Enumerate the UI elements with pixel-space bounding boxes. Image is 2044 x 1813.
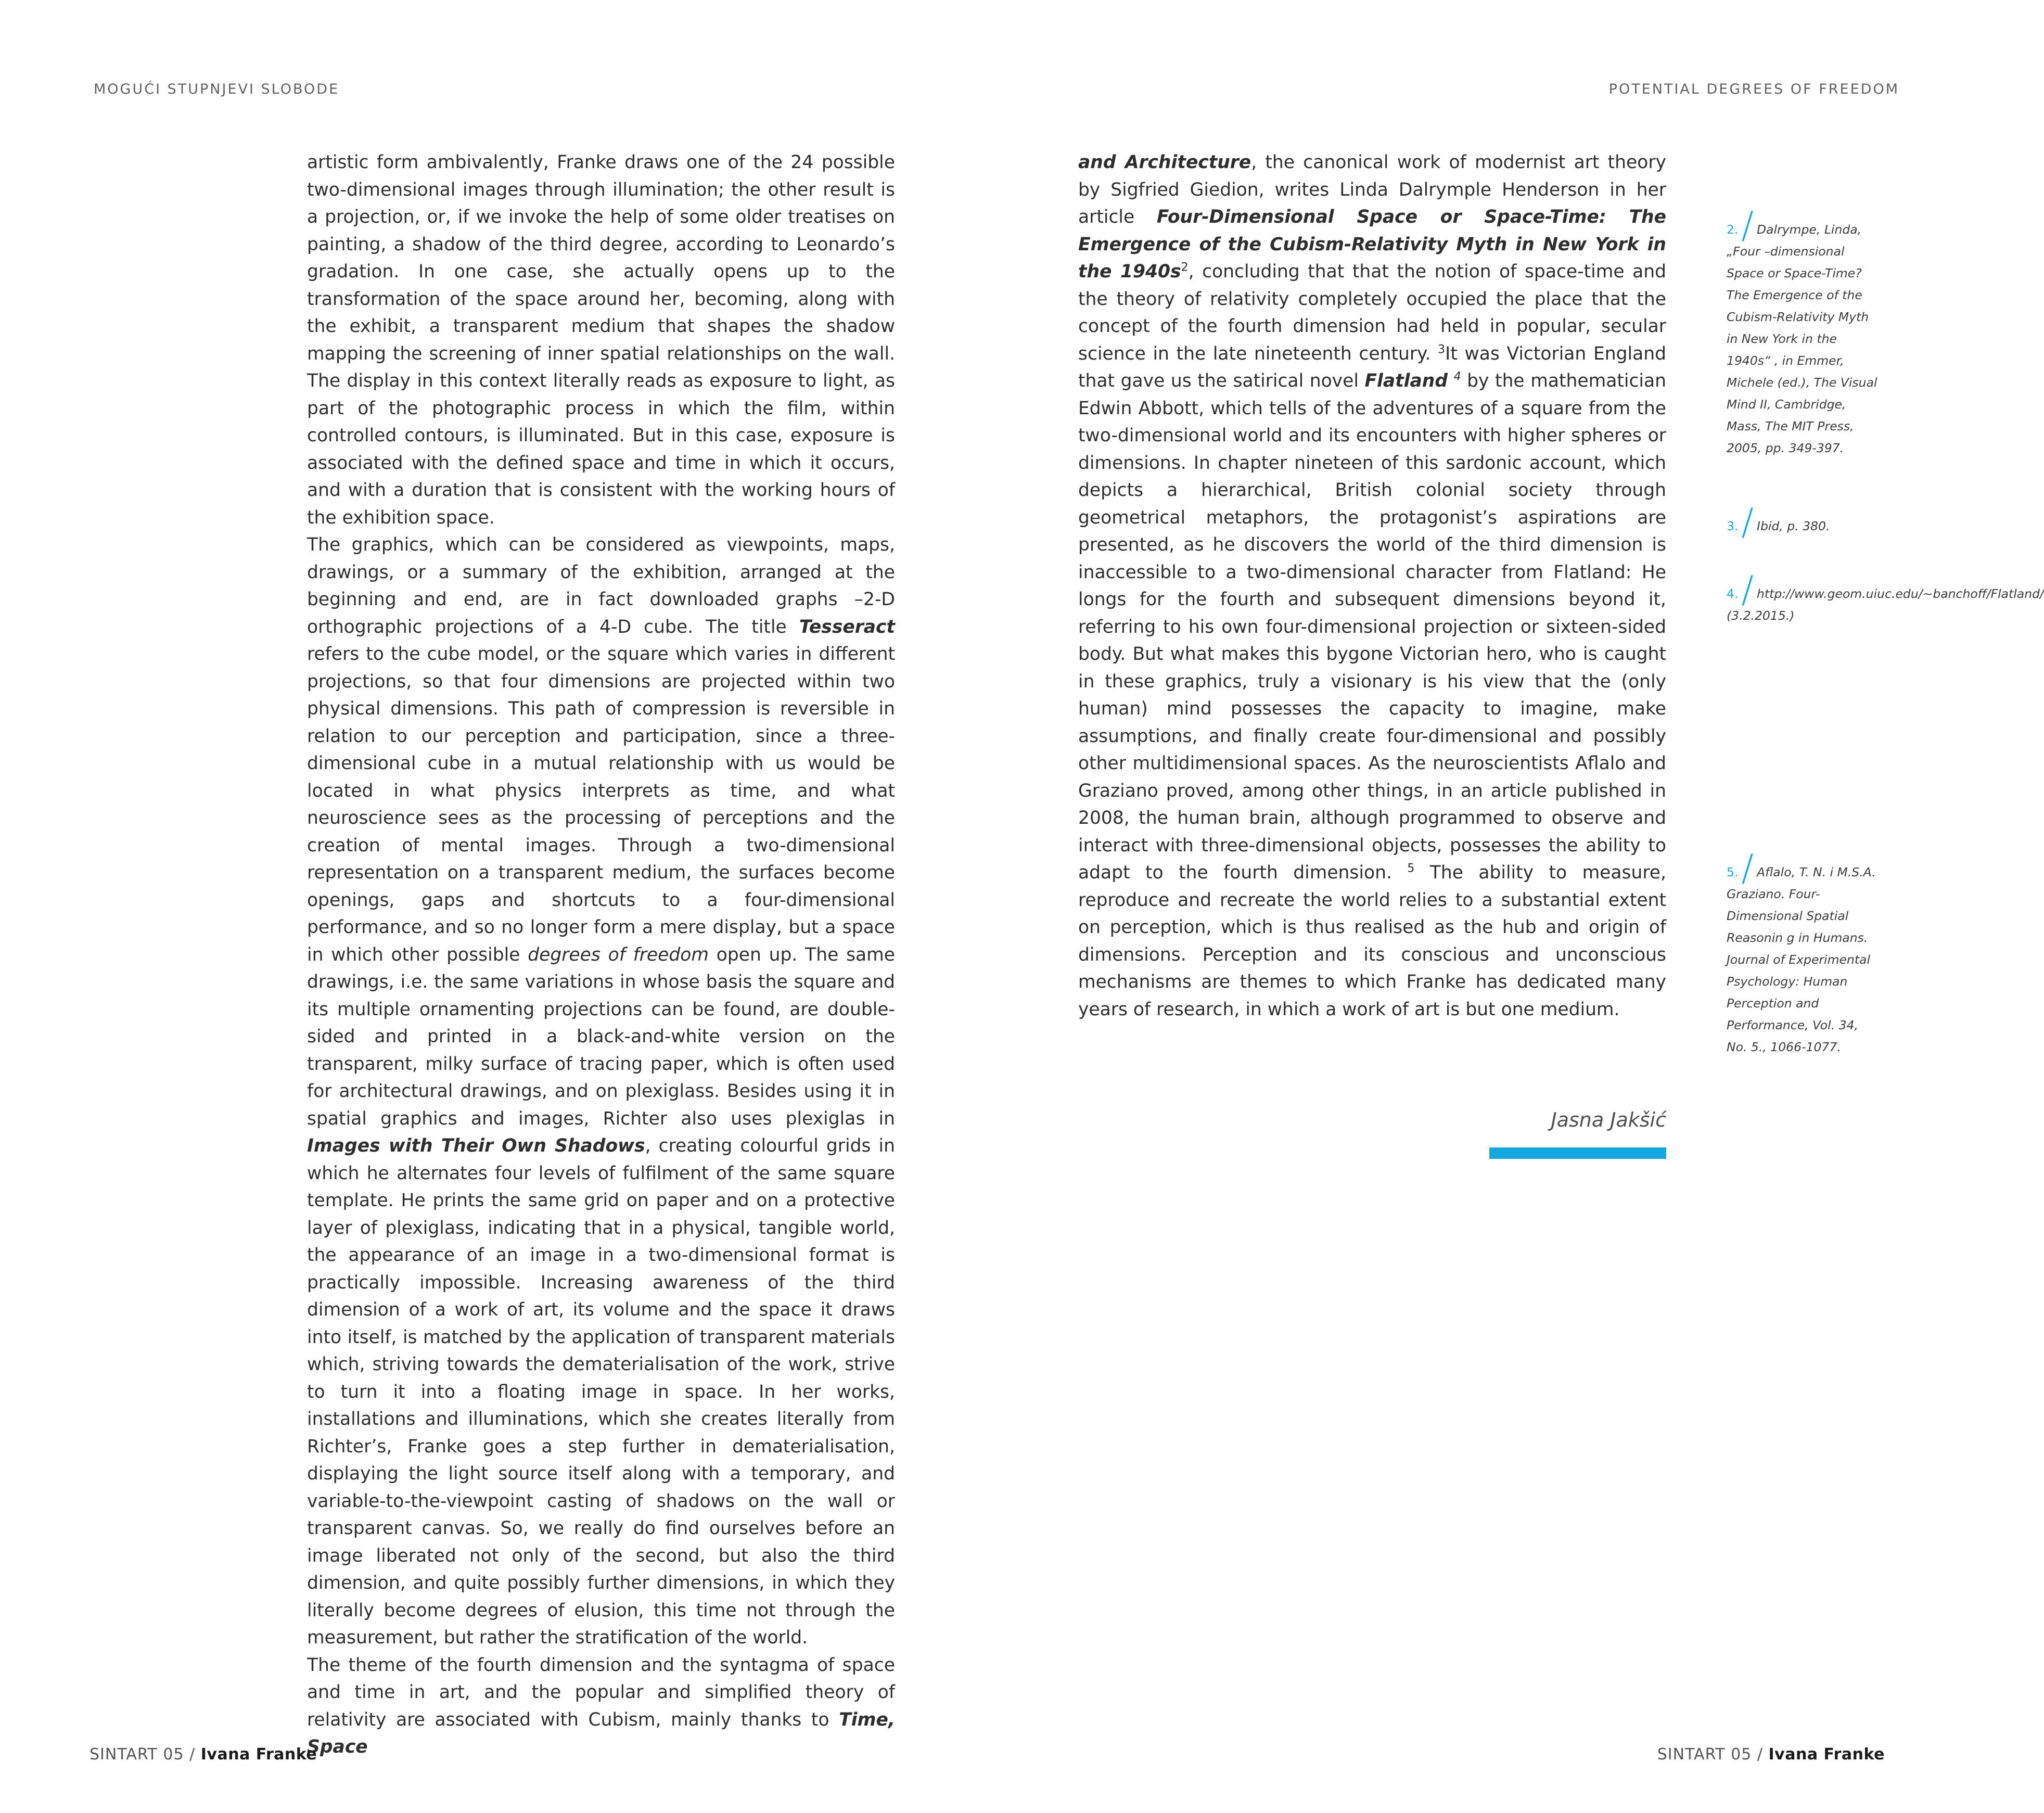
article-title: Four-Dimensional Space or Space-Time: The Emergence of the Cubism-Relativity Myth in New York in the 1940s bbox=[1078, 207, 1666, 282]
footnote-number: 4. bbox=[1727, 586, 1739, 601]
footnote-text: Dalrympe, Linda, „Four –dimensional Space or Space-Time? The Emergence of the Cubism-Relativity Myth in New York in the 1940s“ , in Emmer, Michele (ed.), The Visual Mind II, Cambridge, Mass, The MIT Press, 2005, pp. 349-397. bbox=[1727, 222, 1877, 455]
slash-icon: / bbox=[1741, 204, 1754, 247]
footnote-number: 5. bbox=[1727, 865, 1739, 879]
footer-left bbox=[90, 1745, 317, 1764]
footnote-number: 2. bbox=[1727, 222, 1739, 237]
separator: / bbox=[1752, 1745, 1769, 1764]
author-signature: Jasna Jakšić bbox=[1551, 1108, 1666, 1131]
journal-name: SINTART 05 bbox=[1657, 1745, 1752, 1764]
footnote-text: Ibid, p. 380. bbox=[1757, 519, 1830, 533]
text-span: , concluding that that the notion of space-time and the theory of relativity completely occupied the place that the concept of the fourth dimension had held in popular, secular science in the late nineteenth century. bbox=[1078, 261, 1666, 364]
running-head-left: MOGUĆI STUPNJEVI SLOBODE bbox=[94, 81, 340, 97]
artist-name: Ivana Franke bbox=[200, 1745, 317, 1764]
footnote-text[interactable]: http://www.geom.uiuc.edu/~banchoff/Flatland/ (3.2.2015.) bbox=[1727, 586, 2044, 623]
text-span: The graphics, which can be considered as viewpoints, maps, drawings, or a summary of the exhibition, arranged at the beginning and end, are in fact downloaded graphs –2-D orthographic projections of a 4-D cube. The title bbox=[307, 534, 895, 637]
left-text-column bbox=[307, 149, 895, 1761]
book-title-time-space: Time, Space bbox=[307, 1709, 895, 1757]
footnote-3 bbox=[1727, 501, 1877, 543]
slash-icon: / bbox=[1741, 568, 1754, 611]
text-span: , the canonical work of modernist art theory by Sigfried Giedion, writes Linda Dalrymple Henderson in her article bbox=[1078, 152, 1666, 227]
artist-name: Ivana Franke bbox=[1768, 1745, 1885, 1764]
footnote-ref-3[interactable]: 3 bbox=[1438, 343, 1446, 356]
emphasis-degrees-of-freedom: degrees of freedom bbox=[528, 944, 709, 965]
paragraph-4 bbox=[1078, 149, 1666, 1023]
work-title-tesseract: Tesseract bbox=[799, 616, 895, 637]
footer-right bbox=[1657, 1745, 1885, 1764]
footnote-4 bbox=[1727, 568, 2044, 627]
running-head-right: POTENTIAL DEGREES OF FREEDOM bbox=[1608, 81, 1899, 97]
text-span: The theme of the fourth dimension and the syntagma of space and time in art, and the popular and simplified theory of relativity are associated with Cubism, mainly thanks to bbox=[307, 1654, 895, 1730]
footnote-number: 3. bbox=[1727, 519, 1739, 533]
text-span: refers to the cube model, or the square which varies in different projections, so that four dimensions are projected within two physical dimensions. This path of compression is reversible in relation to our perception and participation, since a three-dimensional cube in a mutual relationship with us would be located in what physics interprets as time, and what neuroscience sees as the processing of perceptions and the creation of mental images. Through a two-dimensional representation on a transparent medium, the surfaces become openings, gaps and shortcuts to a four-dimensional performance, and so no longer form a mere display, but a space in which other possible bbox=[307, 644, 895, 965]
book-title-architecture: and Architecture bbox=[1078, 152, 1251, 173]
accent-bar bbox=[1489, 1147, 1666, 1159]
paragraph-2 bbox=[307, 531, 895, 1652]
work-title-images-shadows: Images with Their Own Shadows bbox=[307, 1135, 645, 1156]
separator: / bbox=[184, 1745, 201, 1764]
text-span: The ability to measure, reproduce and recreate the world relies to a substantial extent on perception, which is thus realised as the hub and origin of dimensions. Perception and its conscious and unconscious mechanisms are themes to which Franke has dedicated many years of research, in which a work of art is but one medium. bbox=[1078, 862, 1666, 1020]
novel-title-flatland: Flatland bbox=[1364, 371, 1448, 391]
right-text-column bbox=[1078, 149, 1666, 1023]
slash-icon: / bbox=[1741, 501, 1754, 543]
footnote-ref-5[interactable]: 5 bbox=[1407, 862, 1415, 875]
journal-name: SINTART 05 bbox=[90, 1745, 184, 1764]
text-span: It was Victorian England that gave us the satirical novel bbox=[1078, 343, 1667, 391]
footnote-2 bbox=[1727, 204, 1877, 459]
text-span: by the mathematician Edwin Abbott, which tells of the adventures of a square from the two-dimensional world and its encounters with higher spheres or dimensions. In chapter nineteen of this sardonic account, which depicts a hierarchical, British colonial society through geometrical metaphors, the protagonist’s aspirations are presented, as he discovers the world of the third dimension is inaccessible to a two-dimensional character from Flatland: He longs for the fourth and subsequent dimensions beyond it, referring to his own four-dimensional projection or sixteen-sided body. But what makes this bygone Victorian hero, who is caught in these graphics, truly a visionary is his view that the (only human) mind possesses the capacity to imagine, make assumptions, and finally create four-dimensional and possibly other multidimensional spaces. As the neuroscientists Aflalo and Graziano proved, among other things, in an article published in 2008, the human brain, although programmed to observe and interact with three-dimensional objects, possesses the ability to adapt to the fourth dimension. bbox=[1078, 371, 1667, 883]
text-span: open up. The same drawings, i.e. the same variations in whose basis the square and its multiple ornamenting projections can be found, are double-sided and printed in a black-and-white version on the transparent, milky surface of tracing paper, which is often used for architectural drawings, and on plexiglass. Besides using it in spatial graphics and images, Richter also uses plexiglas in bbox=[307, 944, 896, 1129]
footnote-text: Aflalo, T. N. i M.S.A. Graziano. Four-Dimensional Spatial Reasonin g in Humans. Journal of Experimental Psychology: Human Perception and Performance, Vol. 34, No. 5., 1066-1077. bbox=[1727, 865, 1876, 1054]
text-span: , creating colourful grids in which he alternates four levels of fulfilment of the same square template. He prints the same grid on paper and on a protective layer of plexiglass, indicating that in a physical, tangible world, the appearance of an image in a two-dimensional format is practically impossible. Increasing awareness of the third dimension of a work of art, its volume and the space it draws into itself, is matched by the application of transparent materials which, striving towards the dematerialisation of the work, strive to turn it into a floating image in space. In her works, installations and illuminations, which she creates literally from Richter’s, Franke goes a step further in dematerialisation, displaying the light source itself along with a temporary, and variable-to-the-viewpoint casting of shadows on the wall or transparent canvas. So, we really do find ourselves before an image liberated not only of the second, but also the third dimension, and quite possibly further dimensions, in which they literally become degrees of elusion, this time not through the measurement, but rather the stratification of the world. bbox=[307, 1135, 895, 1648]
paragraph-3 bbox=[307, 1652, 895, 1761]
footnote-ref-4[interactable]: 4 bbox=[1453, 370, 1461, 384]
footnote-ref-2[interactable]: 2 bbox=[1181, 261, 1189, 274]
paragraph-1: artistic form ambivalently, Franke draws one of the 24 possible two-dimensional images through illumination; the other result is a projection, or, if we invoke the help of some older treatises on painting, a shadow of the third degree, according to Leonardo’s gradation. In one case, she actually opens up to the transformation of the space around her, becoming, along with the exhibit, a transparent medium that shapes the shadow mapping the screening of inner spatial relationships on the wall. The display in this context literally reads as exposure to light, as part of the photographic process in which the film, within controlled contours, is illuminated. But in this case, exposure is associated with the defined space and time in which it occurs, and with a duration that is consistent with the working hours of the exhibition space. bbox=[307, 152, 895, 528]
footnote-5 bbox=[1727, 847, 1877, 1058]
slash-icon: / bbox=[1741, 847, 1754, 889]
